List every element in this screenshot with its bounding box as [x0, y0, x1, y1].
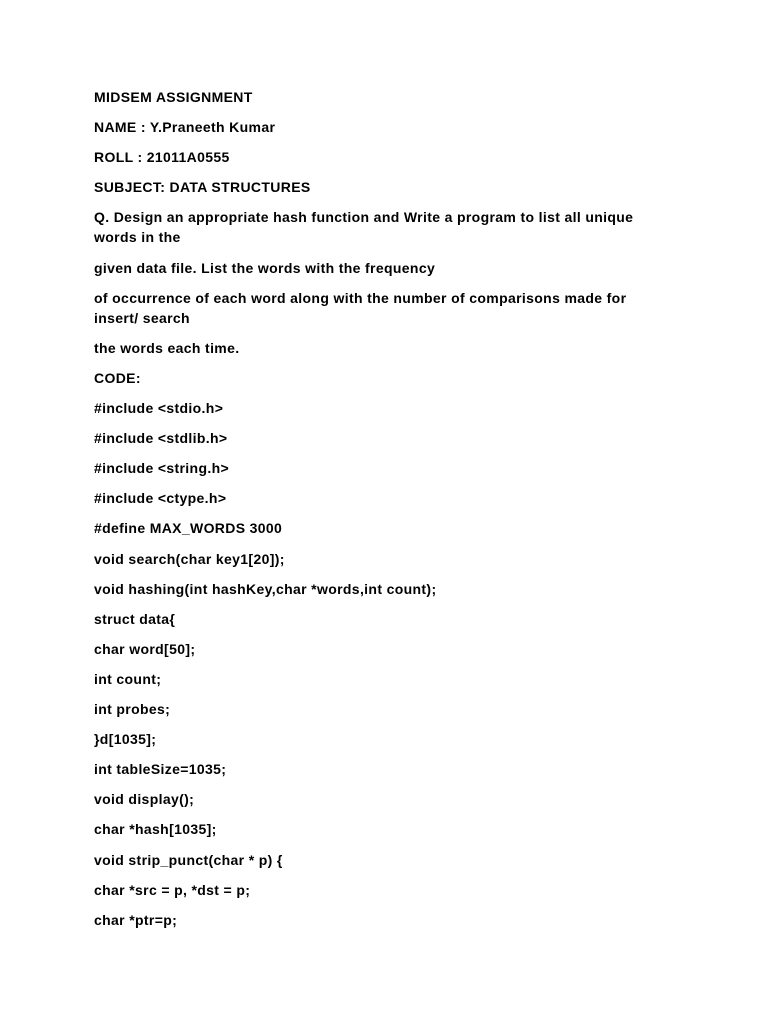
code-line: char word[50]; [94, 641, 196, 657]
code-line: char *ptr=p; [94, 912, 178, 928]
student-name: NAME : Y.Praneeth Kumar [94, 119, 276, 135]
code-line: #define MAX_WORDS 3000 [94, 520, 283, 536]
code-line: void search(char key1[20]); [94, 551, 285, 567]
code-line: int tableSize=1035; [94, 761, 227, 777]
roll-number: ROLL : 21011A0555 [94, 149, 230, 165]
code-line: #include <string.h> [94, 460, 230, 476]
code-line: int probes; [94, 701, 171, 717]
code-line: void display(); [94, 791, 195, 807]
code-line: int count; [94, 671, 162, 687]
question-paragraph-4: the words each time. [94, 340, 240, 356]
code-line: char *src = p, *dst = p; [94, 882, 251, 898]
code-line: struct data{ [94, 611, 176, 627]
code-line: #include <stdio.h> [94, 400, 224, 416]
subject: SUBJECT: DATA STRUCTURES [94, 179, 311, 195]
question-paragraph-2: given data file. List the words with the frequency [94, 260, 436, 276]
code-heading: CODE: [94, 370, 141, 386]
code-line: void hashing(int hashKey,char *words,int count); [94, 581, 437, 597]
question-paragraph-1: Q. Design an appropriate hash function and Write a program to list all unique words in the [94, 209, 634, 245]
code-line: #include <ctype.h> [94, 490, 227, 506]
question-paragraph-3: of occurrence of each word along with the number of comparisons made for insert/ search [94, 290, 627, 326]
code-line: void strip_punct(char * p) { [94, 852, 283, 868]
code-line: #include <stdlib.h> [94, 430, 228, 446]
assignment-title: MIDSEM ASSIGNMENT [94, 89, 253, 105]
code-line: }d[1035]; [94, 731, 157, 747]
code-line: char *hash[1035]; [94, 821, 217, 837]
